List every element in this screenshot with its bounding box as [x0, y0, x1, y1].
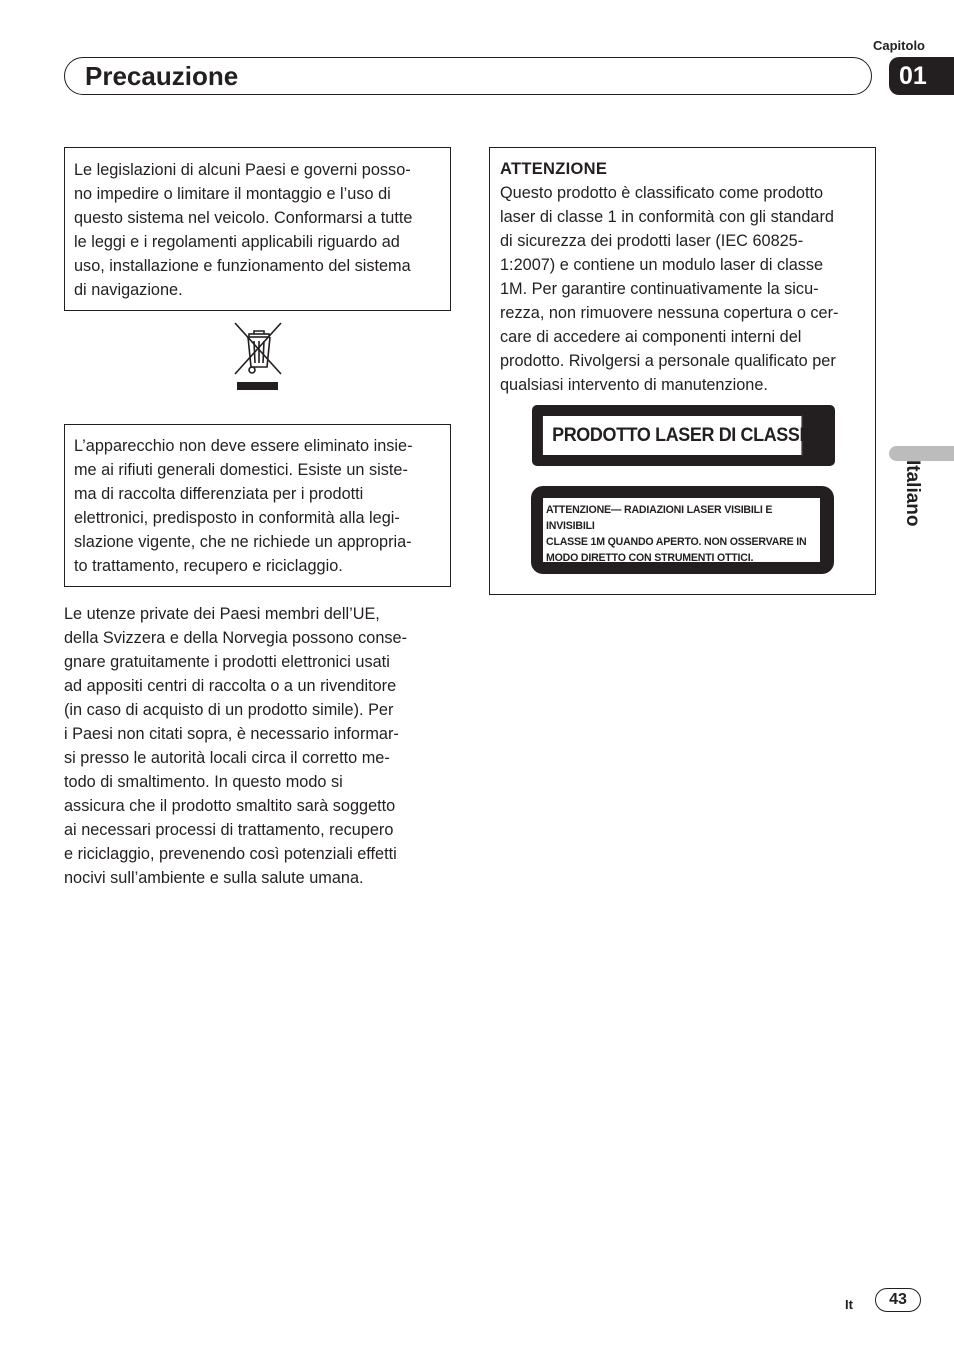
notice-line: elettronici, predisposto in conformità alla legi- — [74, 509, 400, 527]
caution-line: di sicurezza dei prodotti laser (IEC 60825- — [500, 232, 804, 250]
disposal-notice-box — [64, 424, 451, 587]
notice-line: ma di raccolta differenziata per i prodotti — [74, 485, 364, 503]
chapter-number: 01 — [889, 57, 954, 95]
paragraph-line: todo di smaltimento. In questo modo si — [64, 773, 343, 791]
caution-line: 1:2007) e contiene un modulo laser di classe — [500, 256, 824, 274]
warning-line: CLASSE 1M QUANDO APERTO. NON OSSERVARE IN — [546, 536, 807, 548]
paragraph-line: ad appositi centri di raccolta o a un rivenditore — [64, 677, 397, 695]
page-number: 43 — [875, 1288, 921, 1312]
paragraph-line: i Paesi non citati sopra, è necessario informar- — [64, 725, 399, 743]
warning-line: ATTENZIONE— RADIAZIONI LASER VISIBILI E INVISIBILI — [546, 504, 773, 532]
caution-line: prodotto. Rivolgersi a personale qualificato per — [500, 352, 836, 370]
paragraph-line: nocivi sull’ambiente e sulla salute umana. — [64, 869, 364, 887]
laser-warning-label — [531, 486, 834, 574]
paragraph-line: gnare gratuitamente i prodotti elettronici usati — [64, 653, 390, 671]
paragraph-line: e riciclaggio, prevenendo così potenziali effetti — [64, 845, 397, 863]
notice-line: questo sistema nel veicolo. Conformarsi a tutte — [74, 209, 413, 227]
notice-line: me ai rifiuti generali domestici. Esiste un siste- — [74, 461, 408, 479]
paragraph-line: ai necessari processi di trattamento, recupero — [64, 821, 394, 839]
language-tab-label: Italiano — [902, 460, 923, 527]
disposal-paragraph — [64, 602, 456, 890]
language-code: It — [845, 1297, 853, 1312]
paragraph-line: (in caso di acquisto di un prodotto simile). Per — [64, 701, 394, 719]
notice-line: di navigazione. — [74, 281, 183, 299]
caution-line: laser di classe 1 in conformità con gli standard — [500, 208, 834, 226]
paragraph-line: si presso le autorità locali circa il corretto me- — [64, 749, 390, 767]
notice-line: slazione vigente, che ne richiede un appropria- — [74, 533, 412, 551]
notice-line: to trattamento, recupero e riciclaggio. — [74, 557, 343, 575]
laser-class-label — [532, 405, 835, 466]
regulation-notice-box — [64, 147, 451, 311]
caution-line: care di accedere ai componenti interni del — [500, 328, 802, 346]
notice-line: L’apparecchio non deve essere eliminato insie- — [74, 437, 413, 455]
caution-title: ATTENZIONE — [500, 160, 608, 178]
caution-line: Questo prodotto è classificato come prodotto — [500, 184, 824, 202]
caution-line: 1M. Per garantire continuativamente la sicu- — [500, 280, 819, 298]
paragraph-line: assicura che il prodotto smaltito sarà soggetto — [64, 797, 396, 815]
laser-class-text: PRODOTTO LASER DI CLASSE 1 — [542, 415, 802, 456]
caution-line: rezza, non rimuovere nessuna copertura o cer- — [500, 304, 839, 322]
notice-line: uso, installazione e funzionamento del sistema — [74, 257, 411, 275]
page-title: Precauzione — [85, 61, 239, 91]
warning-line: MODO DIRETTO CON STRUMENTI OTTICI. — [546, 552, 754, 564]
caution-line: qualsiasi intervento di manutenzione. — [500, 376, 768, 394]
paragraph-line: Le utenze private dei Paesi membri dell’UE, — [64, 605, 380, 623]
notice-line: le leggi e i regolamenti applicabili riguardo ad — [74, 233, 400, 251]
language-tab-marker — [889, 446, 954, 461]
weee-bin-icon — [232, 320, 284, 392]
laser-warning-text — [543, 498, 820, 562]
notice-line: no impedire o limitare il montaggio e l’uso di — [74, 185, 391, 203]
title-bar — [64, 57, 872, 95]
paragraph-line: della Svizzera e della Norvegia possono conse- — [64, 629, 408, 647]
chapter-label: Capitolo — [873, 38, 925, 53]
notice-line: Le legislazioni di alcuni Paesi e governi posso- — [74, 161, 411, 179]
